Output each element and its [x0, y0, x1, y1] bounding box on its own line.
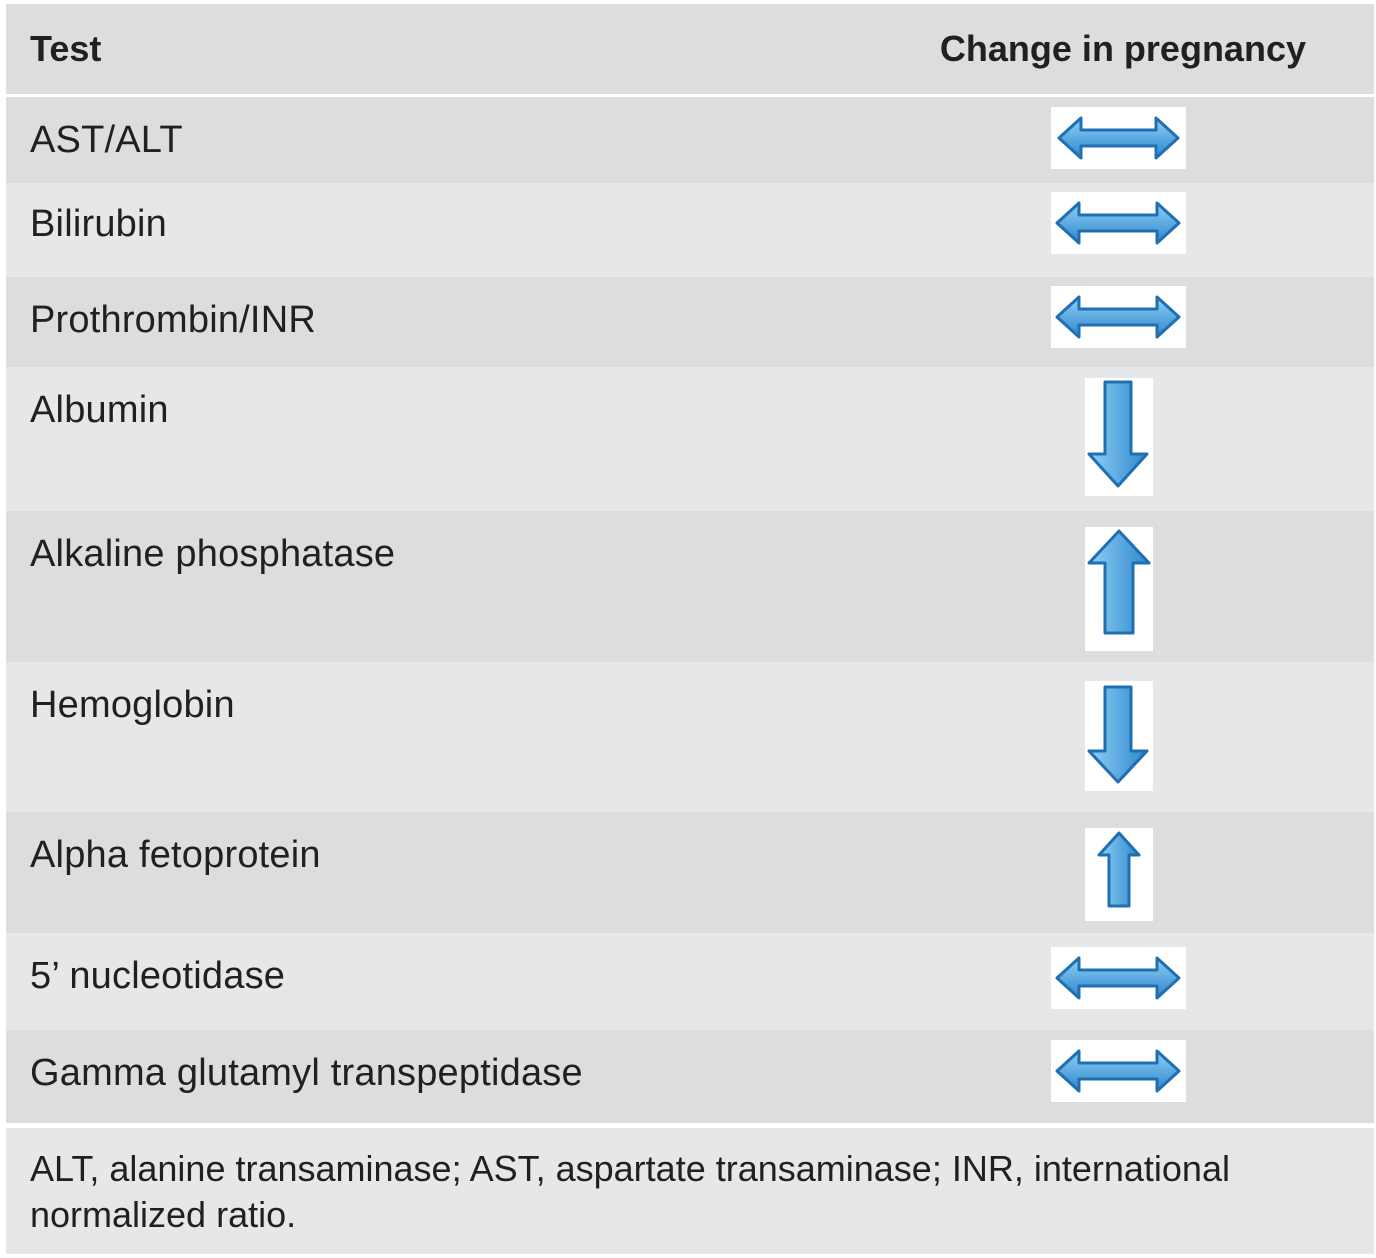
test-name: Bilirubin [30, 203, 167, 245]
table-header [6, 4, 1374, 97]
test-name: Prothrombin/INR [30, 299, 316, 341]
table-row [6, 367, 1374, 511]
table-row [6, 1030, 1374, 1123]
test-name: Alkaline phosphatase [30, 533, 396, 575]
test-name: AST/ALT [30, 119, 183, 161]
arrow-down-icon [1085, 378, 1153, 496]
table-row [6, 511, 1374, 662]
table-row [6, 183, 1374, 277]
header-change-in-pregnancy: Change in pregnancy [939, 28, 1306, 69]
arrow-up-icon [1085, 828, 1153, 921]
arrow-up-icon [1085, 527, 1153, 651]
test-name: Gamma glutamyl transpeptidase [30, 1052, 583, 1094]
test-name: Hemoglobin [30, 684, 235, 726]
double-arrow-horizontal-icon [1051, 192, 1186, 254]
arrow-down-icon [1085, 681, 1153, 791]
test-name: Albumin [30, 389, 169, 431]
double-arrow-horizontal-icon [1051, 286, 1186, 348]
table-row [6, 662, 1374, 812]
table-row [6, 277, 1374, 367]
table-row [6, 933, 1374, 1030]
test-name: Alpha fetoprotein [30, 834, 321, 876]
double-arrow-horizontal-icon [1051, 1040, 1186, 1102]
double-arrow-horizontal-icon [1051, 947, 1186, 1009]
table-row [6, 812, 1374, 933]
pregnancy-liver-tests-table [6, 4, 1374, 1123]
table-row [6, 97, 1374, 183]
table-footnote: ALT, alanine transaminase; AST, aspartate transaminase; INR, international normalized ratio. [6, 1128, 1374, 1254]
double-arrow-horizontal-icon [1051, 107, 1186, 169]
header-test: Test [30, 28, 102, 69]
test-name: 5’ nucleotidase [30, 955, 286, 997]
